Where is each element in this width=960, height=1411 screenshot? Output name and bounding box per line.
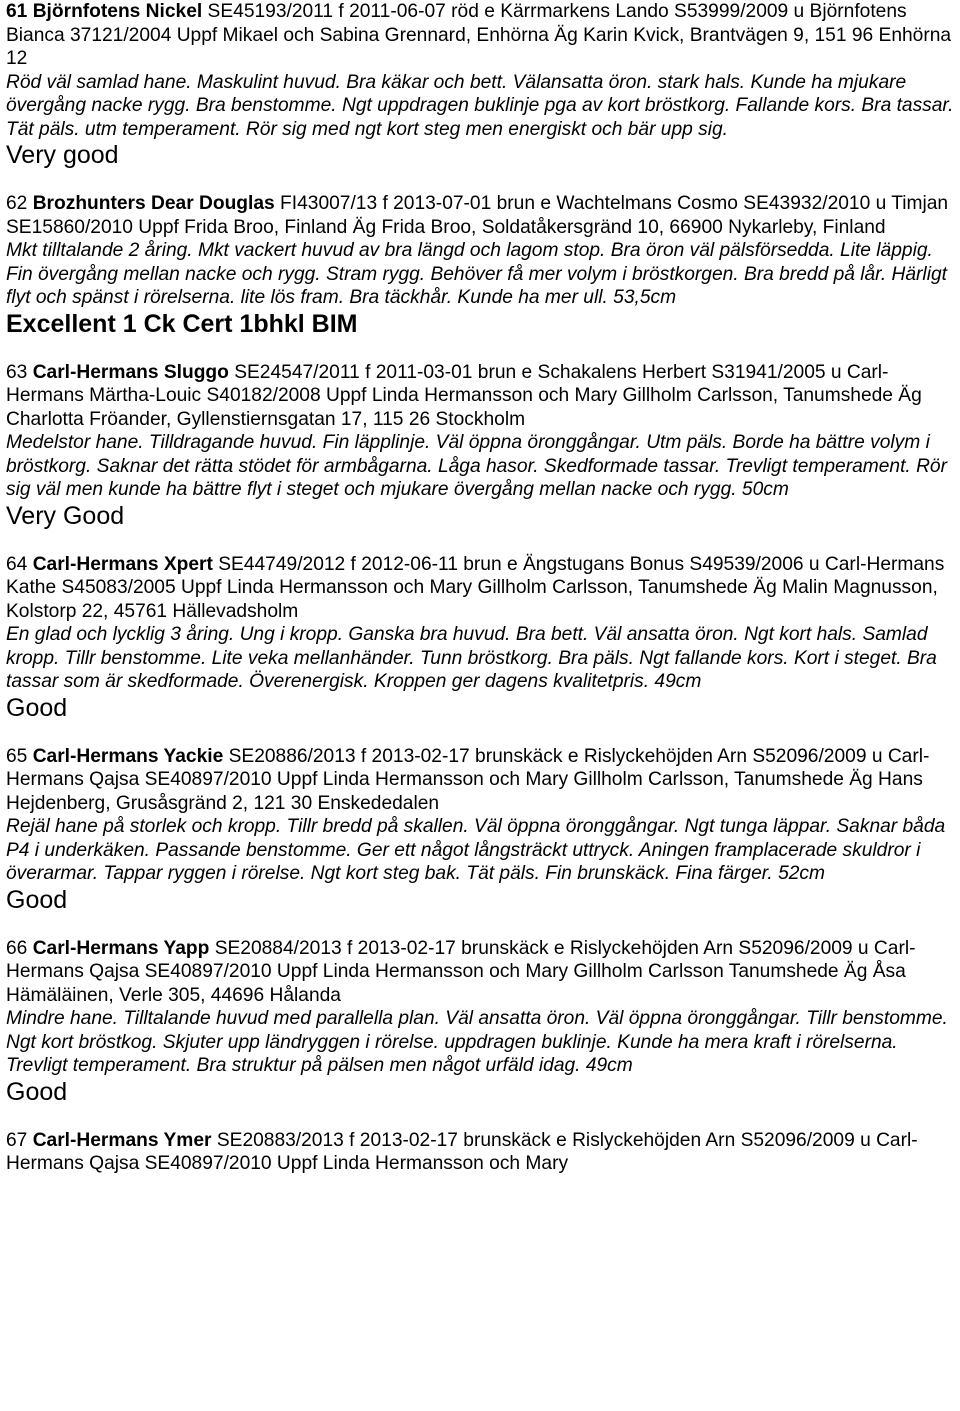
grade: Good (6, 885, 68, 914)
entry-details: SE20884/2013 f 2013-02-17 brunskäck e Rislyckehöjden Arn S52096/2009 u Carl-Hermans Qajsa SE40897/2010 Uppf Linda Hermansson och Mary Gillholm Carlsson Tanumshede Äg Åsa Hämäläinen, Verle 305, 44696 Hålanda (6, 937, 916, 1006)
grade: Good (6, 1077, 68, 1106)
dog-name: Carl-Hermans Yapp (32, 937, 210, 959)
entry-number: 64 (6, 553, 28, 575)
entry-number: 66 (6, 937, 28, 959)
dog-name: Carl-Hermans Ymer (32, 1129, 212, 1151)
entry-62 (6, 192, 956, 339)
spacer (6, 170, 956, 192)
entry-header (6, 937, 956, 1008)
entry-65 (6, 745, 956, 915)
entry-number: 62 (6, 193, 28, 214)
grade: Very Good (6, 501, 125, 530)
entry-64 (6, 553, 956, 723)
judge-critique: Mindre hane. Tilltalande huvud med parallella plan. Väl ansatta öron. Väl öppna öronggångar. Tillr benstomme. Ngt kort bröstkog. Skjuter upp ländryggen i rörelse. uppdragen buklinje. Kunde ha mera kraft i rörelserna. Trevligt temperament. Bra struktur på pälsen men något urfäld idag. 49cm (6, 1008, 948, 1076)
spacer (6, 339, 956, 361)
dog-name: Carl-Hermans Yackie (32, 745, 224, 767)
entry-details: SE44749/2012 f 2012-06-11 brun e Ängstugans Bonus S49539/2006 u Carl-Hermans Kathe S45083/2005 Uppf Linda Hermansson och Mary Gillholm Carlsson, Tanumshede Äg Malin Magnusson, Kolstorp 22, 45761 Hällevadsholm (6, 553, 945, 622)
judge-critique: Rejäl hane på storlek och kropp. Tillr bredd på skallen. Väl öppna öronggångar. Ngt tunga läppar. Saknar båda P4 i underkäken. Passande benstomme. Ger ett något långsträckt uttryck. Aningen framplacerade skuldror i överarmar. Tappar ryggen i rörelse. Ngt kort steg bak. Tät päls. Fin brunskäck. Fina färger. 52cm (6, 816, 946, 884)
entry-header (6, 553, 956, 624)
dog-name: Björnfotens Nickel (32, 1, 203, 22)
entry-66 (6, 937, 956, 1107)
entry-number: 67 (6, 1129, 28, 1151)
entry-details: SE24547/2011 f 2011-03-01 brun e Schakalens Herbert S31941/2005 u Carl-Hermans Märtha-Louic S40182/2008 Uppf Linda Hermansson och Mary Gillholm Carlsson, Tanumshede Äg Charlotta Fröander, Gyllenstiernsgatan 17, 115 26 Stockholm (6, 361, 922, 430)
entry-67 (6, 1129, 956, 1176)
spacer (6, 723, 956, 745)
judge-critique: En glad och lycklig 3 åring. Ung i kropp. Ganska bra huvud. Bra bett. Väl ansatta öron. Ngt kort hals. Samlad kropp. Tillr benstomme. Lite veka mellanhänder. Tunn bröstkorg. Bra päls. Ngt fallande kors. Kort i steget. Bra tassar som är skedformade. Överenergisk. Kroppen ger dagens kvalitetpris. 49cm (6, 624, 937, 692)
entry-header (6, 0, 956, 71)
entry-details: SE45193/2011 f 2011-06-07 röd e Kärrmarkens Lando S53999/2009 u Björnfotens Bianca 37121/2004 Uppf Mikael och Sabina Grennard, Enhörna Äg Karin Kvick, Brantvägen 9, 151 96 Enhörna 12 (6, 1, 952, 69)
entry-details: FI43007/13 f 2013-07-01 brun e Wachtelmans Cosmo SE43932/2010 u Timjan SE15860/2010 Uppf Frida Broo, Finland Äg Frida Broo, Soldatåkersgränd 10, 66900 Nykarleby, Finland (6, 193, 949, 238)
spacer (6, 531, 956, 553)
spacer (6, 915, 956, 937)
entry-number: 61 (6, 1, 28, 22)
judging-report (6, 0, 956, 1176)
dog-name: Carl-Hermans Xpert (32, 553, 213, 575)
entry-number: 63 (6, 361, 28, 383)
entry-61 (6, 0, 956, 170)
judge-critique: Röd väl samlad hane. Maskulint huvud. Bra käkar och bett. Välansatta öron. stark hals. Kunde ha mjukare övergång nacke rygg. Bra benstomme. Ngt uppdragen buklinje pga av kort bröstkorg. Fallande kors. Bra tassar. Tät päls. utm temperament. Rör sig med ngt kort steg men energiskt och bär upp sig. (6, 71, 954, 140)
entry-header (6, 1129, 956, 1176)
entry-number: 65 (6, 745, 28, 767)
entry-details: SE20883/2013 f 2013-02-17 brunskäck e Rislyckehöjden Arn S52096/2009 u Carl-Hermans Qajsa SE40897/2010 Uppf Linda Hermansson och Mary (6, 1129, 918, 1174)
grade: Very good (6, 141, 119, 169)
judge-critique: Medelstor hane. Tilldragande huvud. Fin läpplinje. Väl öppna öronggångar. Utm päls. Borde ha bättre volym i bröstkorg. Saknar det rätta stödet för armbågarna. Låga hasor. Skedformade tassar. Trevligt temperament. Rör sig väl men kunde ha bättre flyt i steget och mjukare övergång mellan nacke och rygg. 50cm (6, 432, 947, 500)
entry-details: SE20886/2013 f 2013-02-17 brunskäck e Rislyckehöjden Arn S52096/2009 u Carl-Hermans Qajsa SE40897/2010 Uppf Linda Hermansson och Mary Gillholm Carlsson, Tanumshede Äg Hans Hejdenberg, Grusåsgränd 2, 121 30 Enskededalen (6, 745, 930, 814)
entry-header (6, 361, 956, 432)
grade: Good (6, 693, 68, 722)
dog-name: Carl-Hermans Sluggo (32, 361, 229, 383)
entry-header (6, 192, 956, 239)
judge-critique: Mkt tilltalande 2 åring. Mkt vackert huvud av bra längd och lagom stop. Bra öron väl pälsförsedda. Lite läppig. Fin övergång mellan nacke och rygg. Stram rygg. Behöver få mer volym i bröstkorgen. Bra bredd på lår. Härligt flyt och spänst i rörelserna. lite lös fram. Bra täckhår. Kunde ha mer ull. 53,5cm (6, 240, 947, 308)
grade: Excellent 1 Ck Cert 1bhkl BIM (6, 309, 358, 338)
entry-63 (6, 361, 956, 531)
entry-header (6, 745, 956, 816)
spacer (6, 1107, 956, 1129)
dog-name: Brozhunters Dear Douglas (32, 193, 275, 214)
